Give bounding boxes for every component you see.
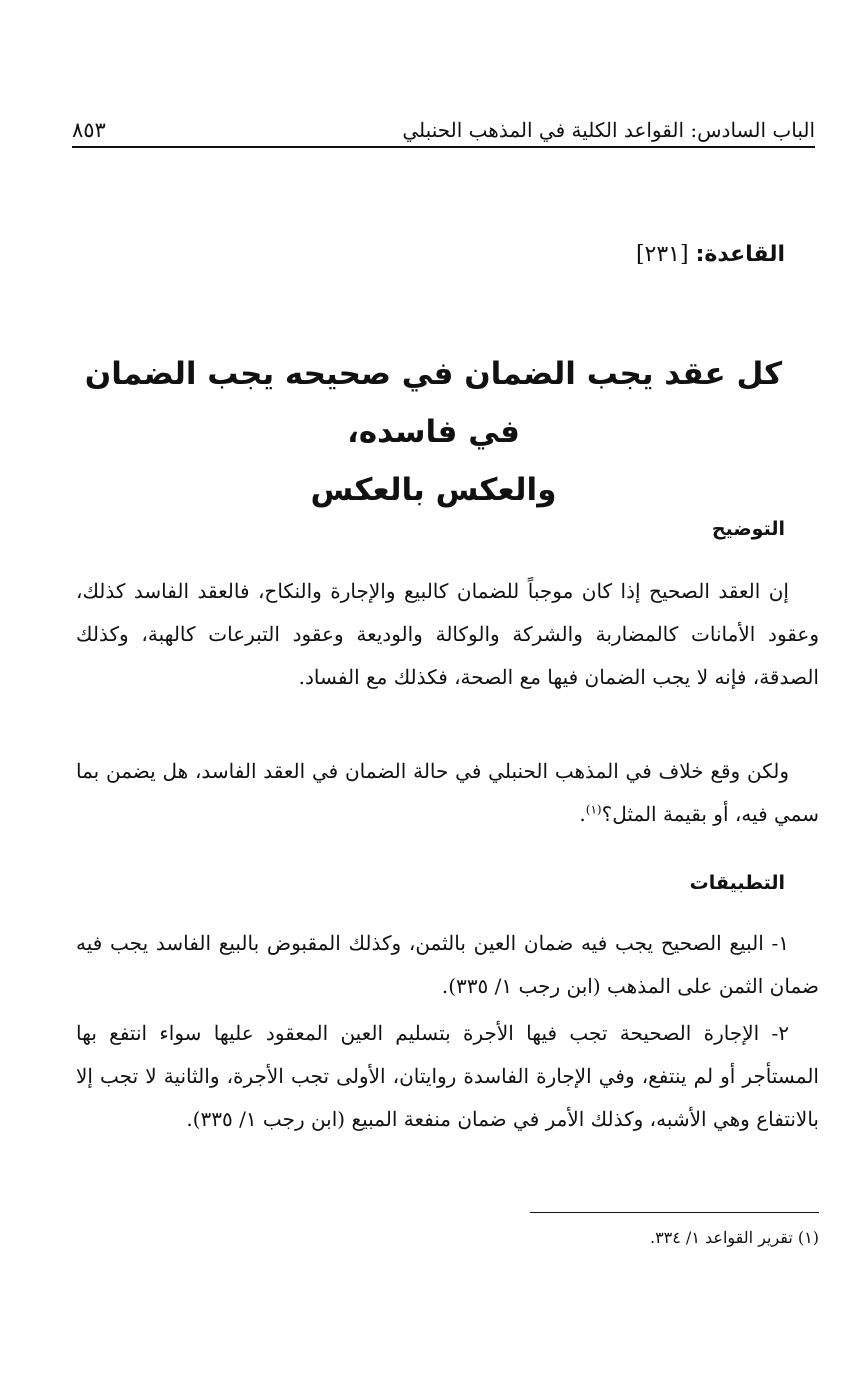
applications-heading: التطبيقات: [689, 872, 785, 894]
page-number: ٨٥٣: [72, 118, 106, 142]
rule-title-line-1: كل عقد يجب الضمان في صحيحه يجب الضمان في فاسده،: [84, 356, 783, 450]
explanation-paragraph-1-text: إن العقد الصحيح إذا كان موجباً للضمان كالبيع والإجارة والنكاح، فالعقد الفاسد كذلك، وعقود الأمانات كالمضاربة والشركة والوكالة والوديعة وعقود التبرعات كالهبة، وكذلك الصدقة، فإنه لا يجب الضمان فيها مع الصحة، فكذلك مع الفساد.: [76, 579, 819, 689]
application-item-1-text: ١- البيع الصحيح يجب فيه ضمان العين بالثمن، وكذلك المقبوض بالبيع الفاسد يجب فيه ضمان الثمن على المذهب (ابن رجب ١/ ٣٣٥).: [76, 931, 819, 998]
application-item-1: [76, 922, 819, 1008]
explanation-paragraph-2-end: .: [579, 802, 586, 826]
rule-title: [60, 345, 807, 519]
footnote-marker: (١): [585, 802, 602, 817]
rule-number: [٢٣١]: [635, 242, 689, 267]
explanation-paragraph-2: [76, 750, 819, 836]
running-header: [72, 112, 815, 148]
footnote-divider: [530, 1212, 819, 1213]
explanation-paragraph-2-text: ولكن وقع خلاف في المذهب الحنبلي في حالة الضمان في العقد الفاسد، هل يضمن بما سمي فيه، أو بقيمة المثل؟: [76, 759, 819, 826]
rule-title-line-2: والعكس بالعكس: [310, 472, 557, 508]
explanation-paragraph-1: [76, 570, 819, 699]
explanation-heading: التوضيح: [711, 518, 785, 540]
application-item-2-text: ٢- الإجارة الصحيحة تجب فيها الأجرة بتسليم العين المعقود عليها سواء انتفع بها المستأجر أو لم ينتفع، وفي الإجارة الفاسدة روايتان، الأولى تجب الأجرة، والثانية لا تجب إلا بالانتفاع وهي الأشبه، وكذلك الأمر في ضمان منفعة المبيع (ابن رجب ١/ ٣٣٥).: [76, 1021, 819, 1131]
rule-label: [636, 242, 785, 267]
footnote-1: (١) تقرير القواعد ١/ ٣٣٤.: [649, 1228, 819, 1247]
application-item-2: [76, 1012, 819, 1141]
running-title: الباب السادس: القواعد الكلية في المذهب الحنبلي: [402, 118, 815, 142]
rule-label-text: القاعدة:: [695, 242, 785, 267]
